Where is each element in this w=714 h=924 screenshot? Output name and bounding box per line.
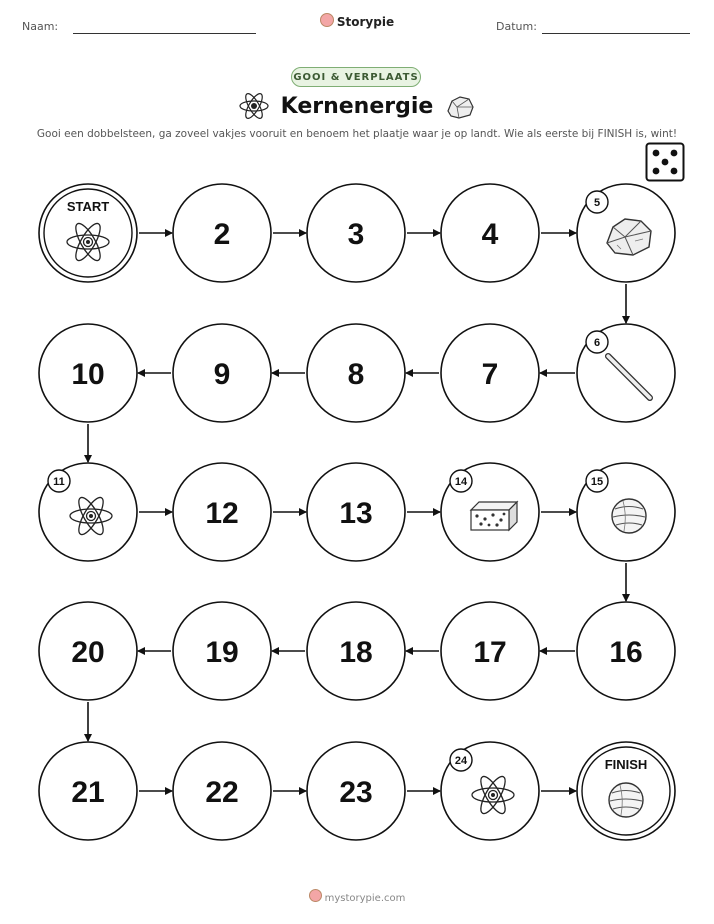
footer xyxy=(0,889,714,904)
cell-number: 2 xyxy=(213,218,231,251)
cell-number: 3 xyxy=(347,218,365,251)
instructions: Gooi een dobbelsteen, ga zoveel vakjes vooruit en benoem het plaatje waar je op landt. Wie als eerste bij FINISH is, wint! xyxy=(36,128,678,140)
board-cell-7 xyxy=(441,324,539,422)
cell-number: 11 xyxy=(53,476,65,488)
cell-number: 10 xyxy=(71,358,105,391)
board-cell-24 xyxy=(441,742,539,840)
board-cell-22 xyxy=(173,742,271,840)
start-label: START xyxy=(66,199,110,214)
board-cell-16 xyxy=(577,602,675,700)
game-type-badge: GOOI & VERPLAATS xyxy=(291,67,421,87)
board-cell-15 xyxy=(577,463,675,561)
cell-number: 6 xyxy=(593,337,601,349)
board-cell-25 xyxy=(577,742,675,840)
board-cell-18 xyxy=(307,602,405,700)
board-cell-6 xyxy=(577,324,675,422)
cell-number: 7 xyxy=(481,358,499,391)
finish-label: FINISH xyxy=(604,757,648,772)
board-cell-3 xyxy=(307,184,405,282)
board-cell-8 xyxy=(307,324,405,422)
pig-icon xyxy=(309,889,322,902)
pellet-icon xyxy=(471,502,517,530)
cell-number: 18 xyxy=(339,636,373,669)
board-cell-9 xyxy=(173,324,271,422)
cell-number: 24 xyxy=(454,755,468,767)
cell-number: 22 xyxy=(205,776,239,809)
date-label: Datum: xyxy=(496,20,537,33)
cell-number: 13 xyxy=(339,497,373,530)
board-cell-23 xyxy=(307,742,405,840)
cell-number: 4 xyxy=(481,218,499,251)
cell-number: 17 xyxy=(473,636,507,669)
cell-number: 5 xyxy=(593,197,601,209)
cell-number: 23 xyxy=(339,776,373,809)
board-cell-5 xyxy=(577,184,675,282)
cell-number: 15 xyxy=(590,476,604,488)
board-cell-17 xyxy=(441,602,539,700)
cell-number: 20 xyxy=(71,636,105,669)
brand-name: Storypie xyxy=(336,15,395,29)
page-title: Kernenergie xyxy=(280,94,434,119)
cell-number: 14 xyxy=(454,476,468,488)
cell-number: 9 xyxy=(213,358,231,391)
board-cell-2 xyxy=(173,184,271,282)
board-cell-20 xyxy=(39,602,137,700)
sphere-icon xyxy=(609,783,643,817)
footer-url: mystorypie.com xyxy=(324,893,406,904)
name-label: Naam: xyxy=(22,20,59,33)
cell-number: 16 xyxy=(609,636,643,669)
board-cell-10 xyxy=(39,324,137,422)
cell-number: 8 xyxy=(347,358,365,391)
board-cell-11 xyxy=(39,463,137,561)
cell-number: 21 xyxy=(71,776,105,809)
board-cell-19 xyxy=(173,602,271,700)
board-cell-21 xyxy=(39,742,137,840)
sphere-icon xyxy=(612,499,646,533)
board-cell-1 xyxy=(39,184,137,282)
cell-number: 19 xyxy=(205,636,239,669)
board-cell-4 xyxy=(441,184,539,282)
board-cell-12 xyxy=(173,463,271,561)
board-cell-13 xyxy=(307,463,405,561)
board-cell-14 xyxy=(441,463,539,561)
cell-number: 12 xyxy=(205,497,239,530)
